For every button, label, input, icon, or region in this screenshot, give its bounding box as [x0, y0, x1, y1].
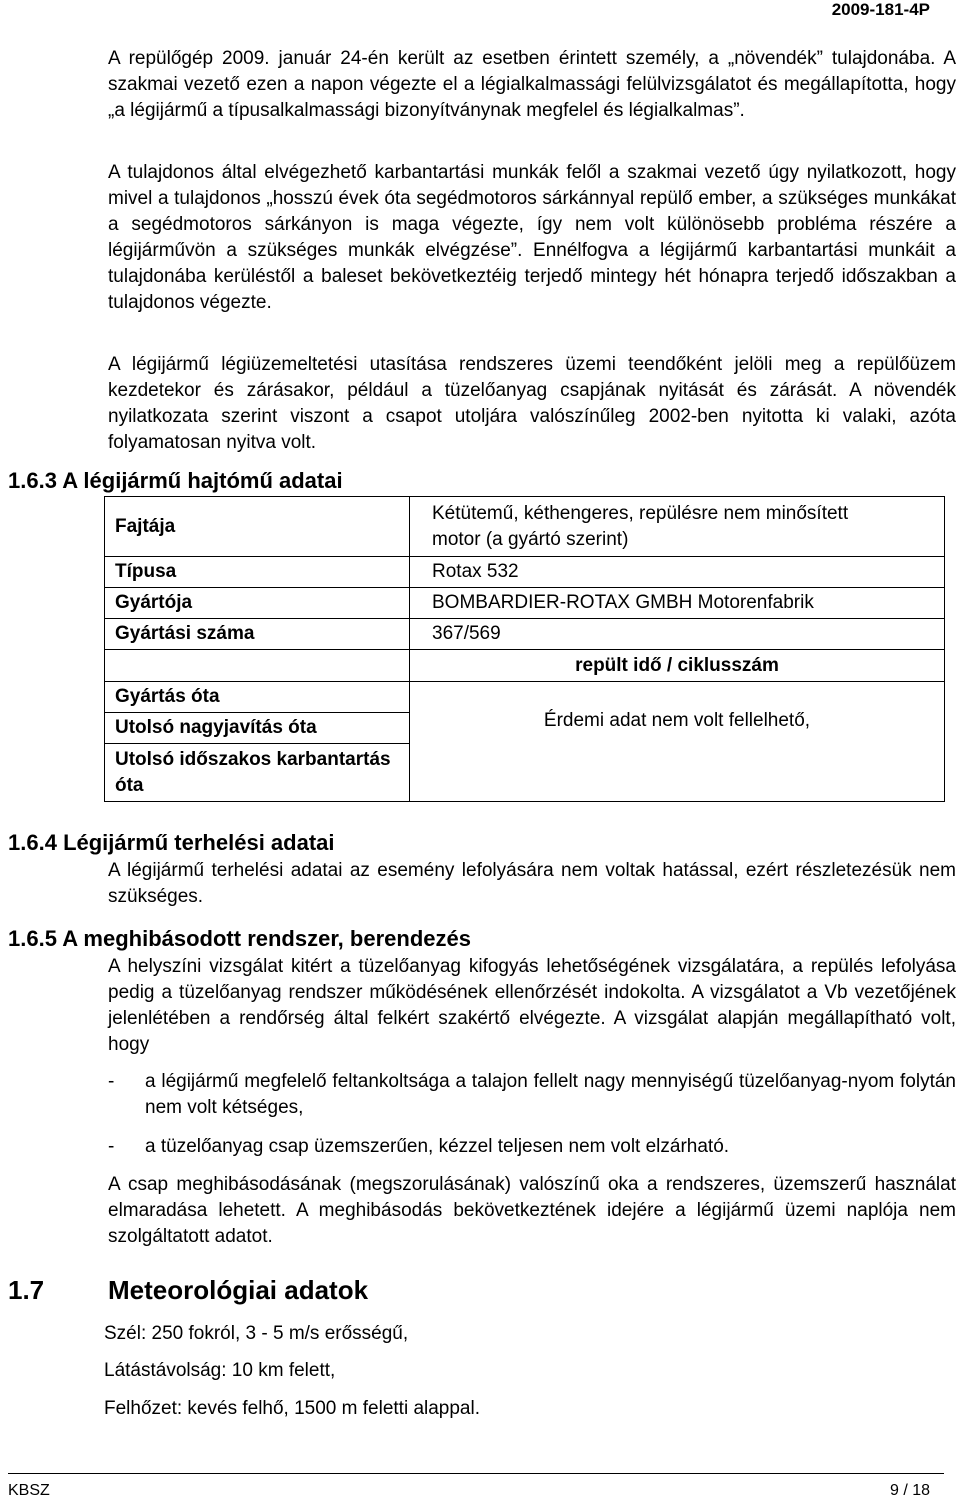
section-163-title: A légijármű hajtómű adatai	[62, 468, 343, 493]
clouds-line: Felhőzet: kevés felhő, 1500 m feletti alappal.	[104, 1398, 481, 1419]
since-overhaul-label: Utolsó nagyjavítás óta	[105, 713, 410, 744]
table-row	[105, 557, 945, 588]
model-value: Rotax 532	[410, 557, 945, 588]
list-item	[108, 1134, 956, 1160]
paragraph-fuel-valve: A légijármű légiüzemeltetési utasítása rendszeres üzemi teendőként jelöli meg a repülőüzem kezdetekor és zárásakor, például a tüzelőanyag csapjának nyitását és zárását. A növendék nyilatkozata szerint viszont a csapot utoljára valószínűleg 2002-ben nyitotta ki valaki, azóta folyamatosan nyitva volt.	[108, 354, 956, 453]
no-data-value: Érdemi adat nem volt fellelhető,	[410, 682, 945, 802]
section-163-number: 1.6.3	[8, 468, 57, 493]
section-165-heading	[8, 925, 471, 953]
table-row	[105, 682, 945, 713]
section-164-heading	[8, 829, 335, 857]
bullet-text: a légijármű megfelelő feltankoltsága a talajon fellelt nagy mennyiségű tüzelőanyag-nyom folytán nem volt kétséges,	[145, 1071, 956, 1118]
table-row	[105, 650, 945, 682]
bullet-dash: -	[108, 1136, 115, 1157]
section-164-number: 1.6.4	[8, 830, 57, 855]
maker-label: Gyártója	[105, 588, 410, 619]
footer-org: KBSZ	[8, 1482, 50, 1499]
section-165-number: 1.6.5	[8, 926, 57, 951]
section-165-text2: A csap meghibásodásának (megszorulásának) valószínű oka a rendszeres, üzemszerű használat elmaradása lehetett. A meghibásodás bekövetkeztének idejére a légijármű üzemi naplója nem szolgáltatott adatot.	[108, 1174, 956, 1247]
section-17-heading	[8, 1275, 44, 1305]
section-17-title: Meteorológiai adatok	[108, 1275, 369, 1305]
list-item	[108, 1069, 956, 1121]
section-17-number: 1.7	[8, 1275, 45, 1305]
bullet-dash: -	[108, 1071, 115, 1092]
type-value: Kétütemű, kéthengeres, repülésre nem minősített motor (a gyártó szerint)	[410, 497, 945, 557]
bullet-text: a tüzelőanyag csap üzemszerűen, kézzel teljesen nem volt elzárható.	[145, 1136, 730, 1157]
since-maintenance-label: Utolsó időszakos karbantartás óta	[105, 744, 410, 802]
maker-value: BOMBARDIER-ROTAX GMBH Motorenfabrik	[410, 588, 945, 619]
table-row	[105, 588, 945, 619]
section-165-text1: A helyszíni vizsgálat kitért a tüzelőanyag kifogyás lehetőségének vizsgálatára, a repülés lefolyása pedig a tüzelőanyag rendszer működésének ellenőrzését indokolta. A vizsgálatot a Vb vezetőjének jelenlétében a rendőrség által felkért szakértő elvégezte. A vizsgálat alapján megállapítható volt, hogy	[108, 956, 956, 1055]
serial-label: Gyártási száma	[105, 619, 410, 650]
visibility-line: Látástávolság: 10 km felett,	[104, 1360, 336, 1381]
section-163-heading	[8, 467, 343, 495]
section-164-text: A légijármű terhelési adatai az esemény lefolyására nem voltak hatással, ezért részletezésük nem szükséges.	[108, 860, 956, 907]
wind-line: Szél: 250 fokról, 3 - 5 m/s erősségű,	[104, 1323, 409, 1344]
paragraph-ownership: A repülőgép 2009. január 24-én került az esetben érintett személy, a „növendék” tulajdonába. A szakmai vezető ezen a napon végezte el a légialkalmassági felülvizsgálatot és megállapította, hogy „a légijármű a típusalkalmassági bizonyítványnak megfelel és légialkalmas”.	[108, 48, 956, 121]
table-row	[105, 619, 945, 650]
empty-cell	[105, 650, 410, 682]
page-number: 9 / 18	[889, 1482, 930, 1499]
table-row	[105, 497, 945, 557]
model-label: Típusa	[105, 557, 410, 588]
engine-data-table	[104, 496, 945, 802]
document-id: 2009-181-4P	[831, 0, 930, 19]
paragraph-maintenance: A tulajdonos által elvégezhető karbantartási munkák felől a szakmai vezető úgy nyilatkozott, hogy mivel a tulajdonos „hosszú évek óta segédmotoros sárkánnyal repülő ember, a szükséges munkákat a segédmotoros sárkányon is maga végezte, így nem volt különösebb probléma részére a légijárművön a szükséges munkák elvégzése”. Ennélfogva a légijármű karbantartási munkáit a tulajdonába kerüléstől a baleset bekövetkeztéig terjedő mintegy hét hónapra terjedő időszakban a tulajdonos végezte.	[108, 162, 956, 313]
footer-divider	[8, 1473, 944, 1474]
flight-time-header: repült idő / ciklusszám	[410, 650, 945, 682]
section-165-title: A meghibásodott rendszer, berendezés	[62, 926, 471, 951]
type-label: Fajtája	[105, 497, 410, 557]
section-164-title: Légijármű terhelési adatai	[63, 830, 335, 855]
serial-value: 367/569	[410, 619, 945, 650]
since-manufacture-label: Gyártás óta	[105, 682, 410, 713]
